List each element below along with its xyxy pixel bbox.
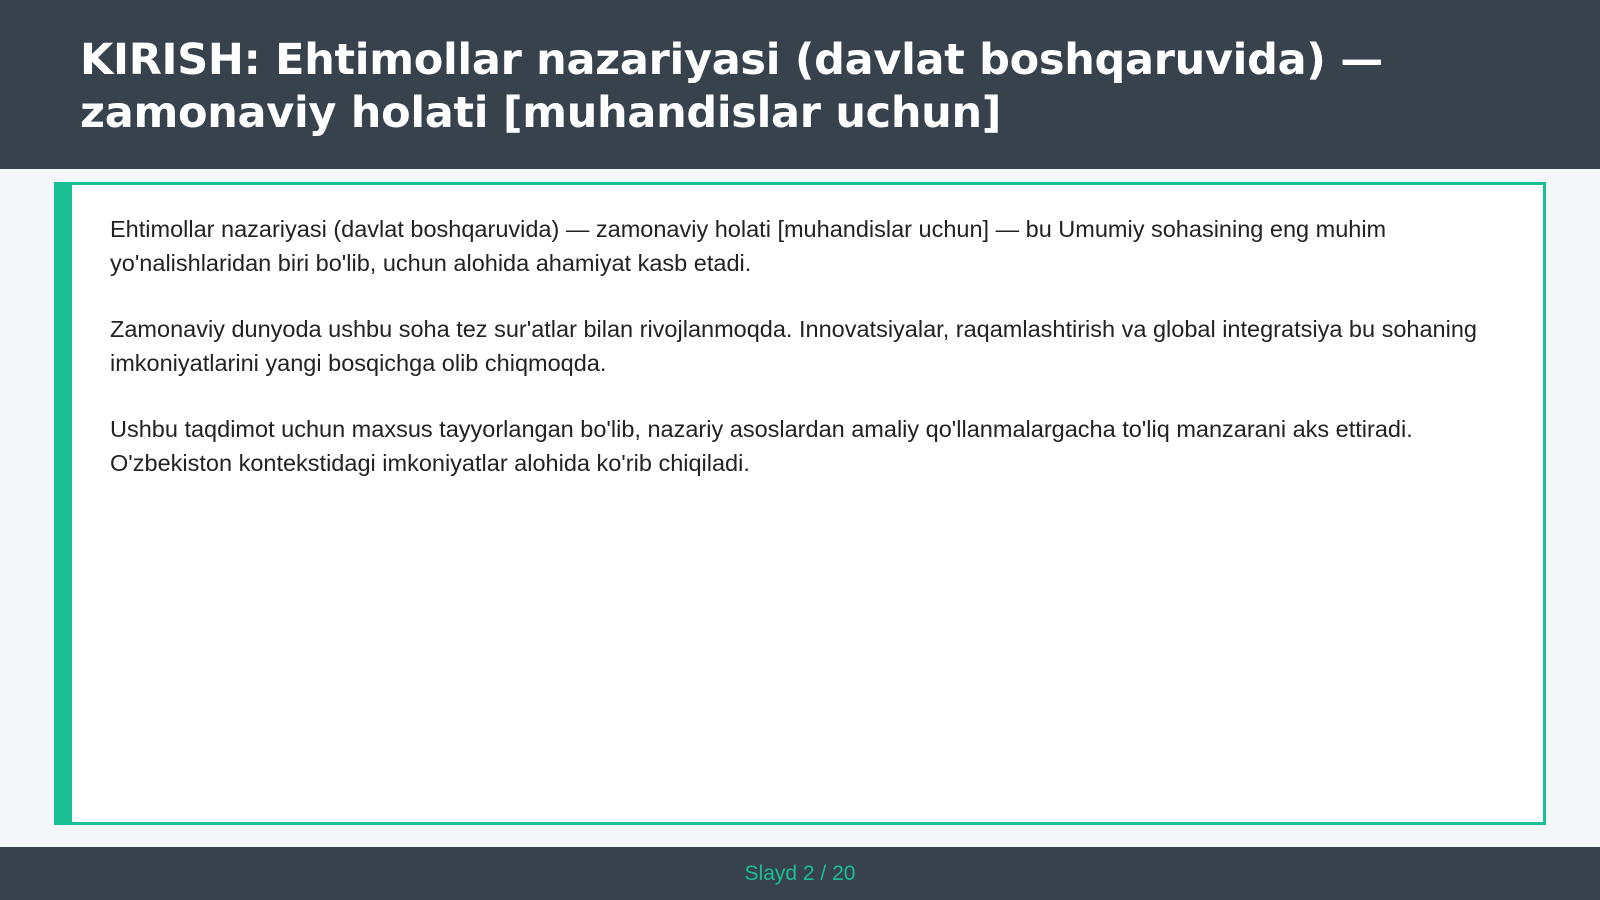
content-paragraphs [110,212,1510,512]
paragraph-3: Ushbu taqdimot uchun maxsus tayyorlangan bo'lib, nazariy asoslardan amaliy qo'llanmalargacha to'liq manzarani aks ettiradi. O'zbekiston kontekstidagi imkoniyatlar alohida ko'rib chiqiladi. [110,416,1413,476]
slide-footer [0,847,1600,900]
slide-number: Slayd 2 / 20 [744,862,856,885]
paragraph-1: Ehtimollar nazariyasi (davlat boshqaruvida) — zamonaviy holati [muhandislar uchun] — bu Umumiy sohasining eng muhim yo'nalishlaridan biri bo'lib, uchun alohida ahamiyat kasb etadi. [110,216,1387,276]
paragraph-2: Zamonaviy dunyoda ushbu soha tez sur'atlar bilan rivojlanmoqda. Innovatsiyalar, raqamlashtirish va global integratsiya bu sohaning imkoniyatlarini yangi bosqichga olib chiqmoqda. [110,316,1477,376]
slide-header [0,0,1600,169]
slide-title: KIRISH: Ehtimollar nazariyasi (davlat boshqaruvida) — zamonaviy holati [muhandislar uchun] [80,35,1384,138]
